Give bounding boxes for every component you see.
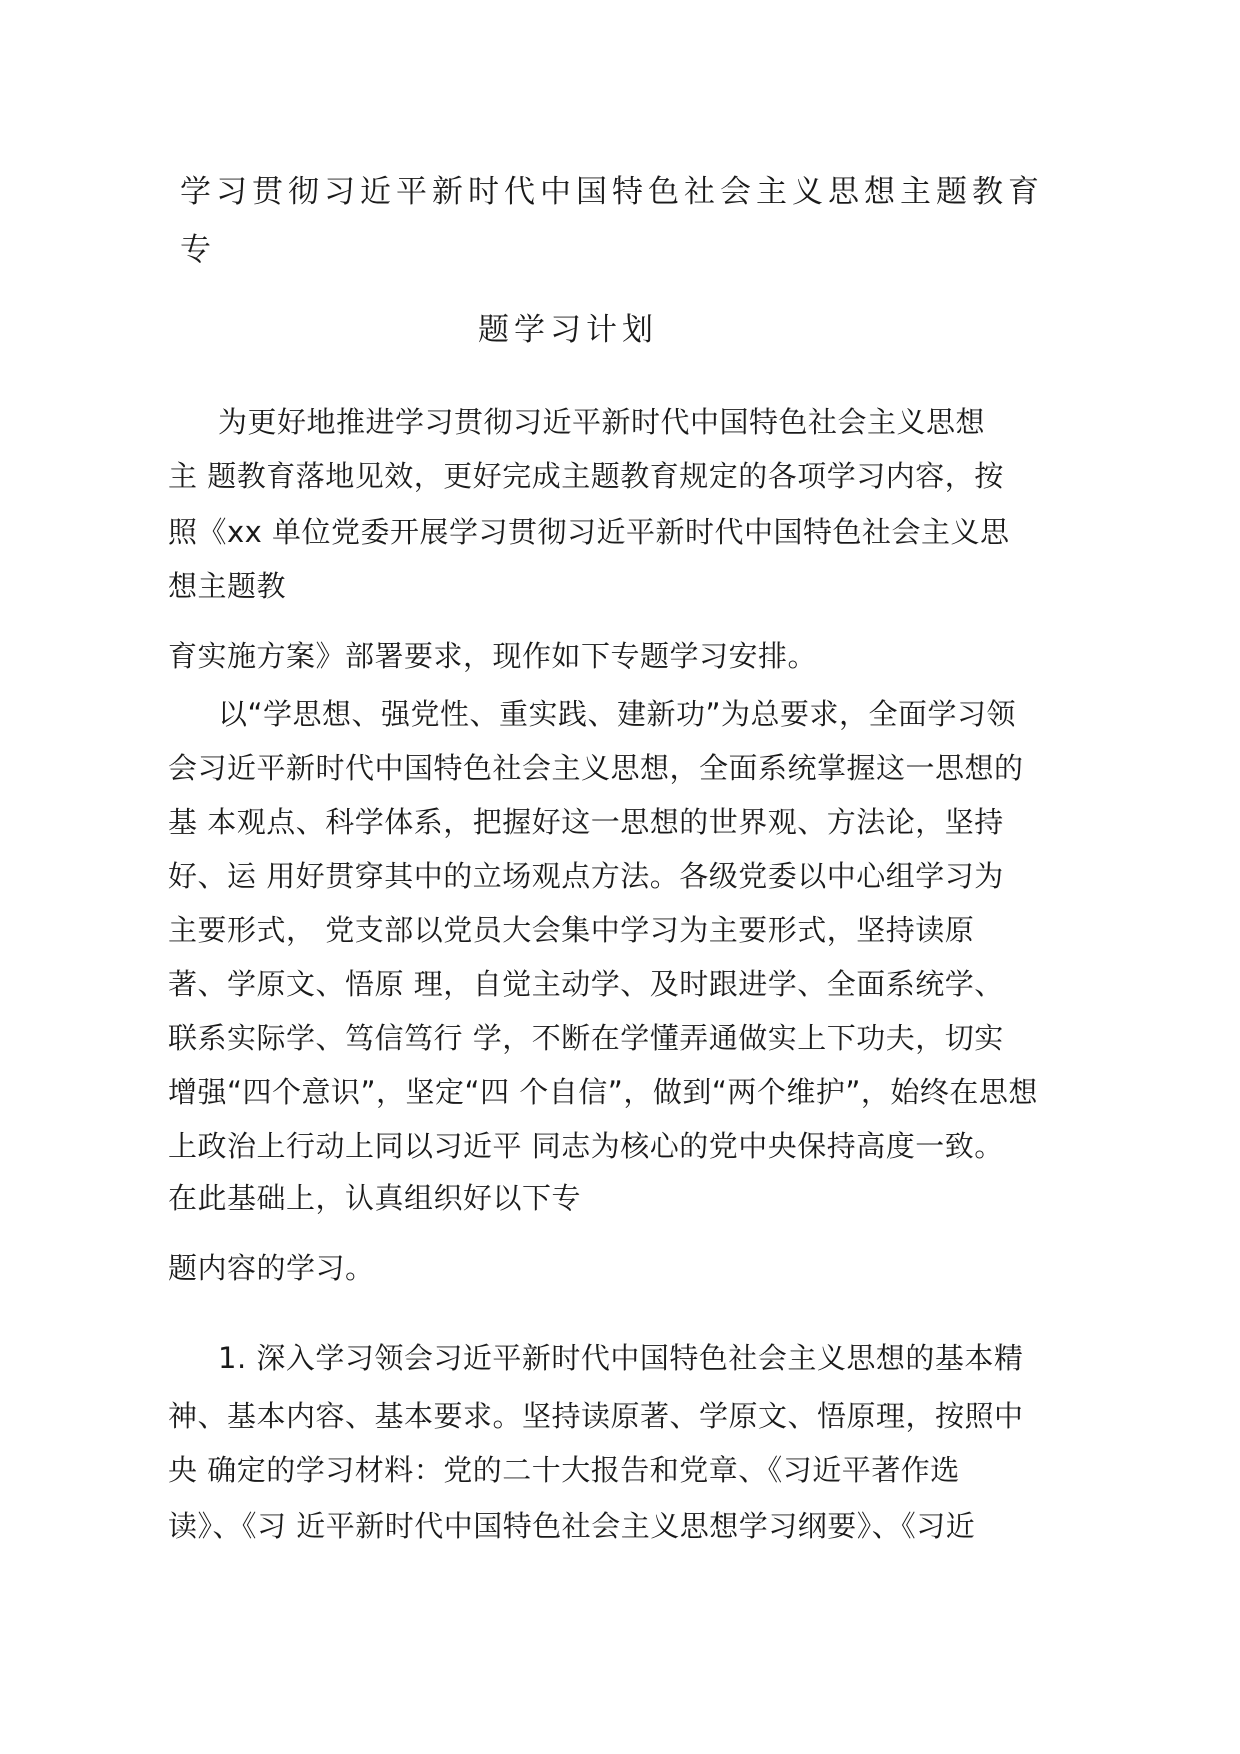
paragraph-2-line-3: 基 本观点、科学体系，把握好这一思想的世界观、方法论，坚持	[168, 805, 1004, 839]
paragraph-2-line-6: 著、学原文、悟原 理，自觉主动学、及时跟进学、全面系统学、	[168, 967, 1004, 1001]
paragraph-1-line-2: 主 题教育落地见效，更好完成主题教育规定的各项学习内容，按	[168, 459, 1004, 493]
paragraph-3-line-2: 神、基本内容、基本要求。坚持读原著、学原文、悟原理，按照中	[168, 1399, 1024, 1433]
paragraph-1-line-1: 为更好地推进学习贯彻习近平新时代中国特色社会主义思想	[218, 405, 986, 439]
paragraph-2-line-11: 题内容的学习。	[168, 1251, 375, 1285]
document-title-line-1: 学习贯彻习近平新时代中国特色社会主义思想主题教育	[180, 174, 1044, 210]
paragraph-2-line-5: 主要形式， 党支部以党员大会集中学习为主要形式，坚持读原	[168, 913, 975, 947]
paragraph-3-line-4: 读》、《习 近平新时代中国特色社会主义思想学习纲要》、《习近	[168, 1509, 976, 1543]
paragraph-3-line-1: 1. 深入学习领会习近平新时代中国特色社会主义思想的基本精	[218, 1341, 1024, 1375]
paragraph-2-line-7: 联系实际学、笃信笃行 学，不断在学懂弄通做实上下功夫，切实	[168, 1021, 1004, 1055]
document-title-line-2: 专	[180, 232, 216, 268]
paragraph-1-line-5: 育实施方案》部署要求，现作如下专题学习安排。	[168, 639, 818, 673]
paragraph-2-line-9: 上政治上行动上同以习近平 同志为核心的党中央保持高度一致。	[168, 1129, 1004, 1163]
paragraph-3-line-3: 央 确定的学习材料：党的二十大报告和党章、《习近平著作选	[168, 1453, 960, 1487]
paragraph-1-line-3: 照《xx 单位党委开展学习贯彻习近平新时代中国特色社会主义思	[168, 515, 1010, 549]
paragraph-2-line-10: 在此基础上，认真组织好以下专	[168, 1181, 582, 1215]
document-title-line-3: 题学习计划	[478, 312, 658, 348]
paragraph-2-line-2: 会习近平新时代中国特色社会主义思想，全面系统掌握这一思想的	[168, 751, 1024, 785]
paragraph-1-line-4: 想主题教	[168, 569, 287, 603]
paragraph-2-line-8: 增强“四个意识”，坚定“四 个自信”，做到“两个维护”，始终在思想	[168, 1075, 1038, 1109]
paragraph-2-line-1: 以“学思想、强党性、重实践、建新功”为总要求，全面学习领	[218, 697, 1017, 731]
paragraph-2-line-4: 好、运 用好贯穿其中的立场观点方法。各级党委以中心组学习为	[168, 859, 1004, 893]
